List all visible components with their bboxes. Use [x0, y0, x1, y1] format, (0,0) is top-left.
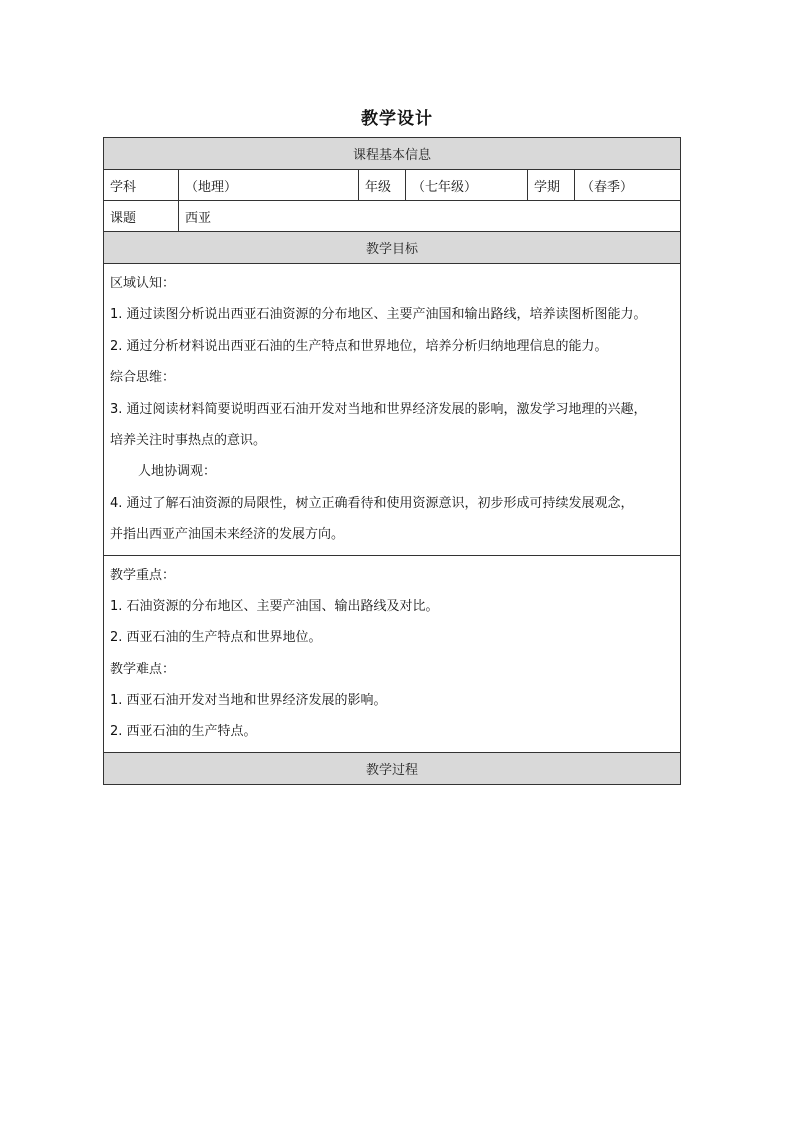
- key-point-line: 1. 石油资源的分布地区、主要产油国、输出路线及对比。: [110, 598, 439, 614]
- objective-line: 2. 通过分析材料说出西亚石油的生产特点和世界地位，培养分析归纳地理信息的能力。: [110, 338, 608, 354]
- term-label: 学期: [528, 170, 575, 201]
- objective-line: 并指出西亚产油国未来经济的发展方向。: [110, 527, 345, 543]
- subject-label: 学科: [104, 170, 179, 201]
- topic-label: 课题: [104, 201, 179, 232]
- objective-line: 综合思维：: [110, 370, 176, 386]
- key-point-line: 教学重点：: [110, 567, 176, 583]
- key-point-line: 教学难点：: [110, 661, 176, 677]
- term-value: （春季）: [575, 170, 681, 201]
- objective-line: 人地协调观：: [138, 464, 217, 480]
- key-point-line: 2. 西亚石油的生产特点。: [110, 724, 257, 740]
- grade-value: （七年级）: [406, 170, 528, 201]
- key-points-cell: [104, 555, 681, 752]
- objectives-cell: [104, 264, 681, 556]
- process-header: 教学过程: [104, 752, 681, 784]
- course-info-header: 课程基本信息: [104, 138, 681, 170]
- objective-line: 1. 通过读图分析说出西亚石油资源的分布地区、主要产油国和输出路线，培养读图析图能力。: [110, 307, 647, 323]
- objectives-header: 教学目标: [104, 232, 681, 264]
- objective-line: 培养关注时事热点的意识。: [110, 432, 267, 448]
- objective-line: 3. 通过阅读材料简要说明西亚石油开发对当地和世界经济发展的影响，激发学习地理的兴趣，: [110, 401, 647, 417]
- subject-value: （地理）: [179, 170, 359, 201]
- objective-line: 区域认知：: [110, 276, 176, 291]
- grade-label: 年级: [359, 170, 406, 201]
- lesson-plan-table: [103, 137, 681, 785]
- page-title: 教学设计: [361, 109, 433, 129]
- key-point-line: 1. 西亚石油开发对当地和世界经济发展的影响。: [110, 693, 387, 709]
- objective-line: 4. 通过了解石油资源的局限性，树立正确看待和使用资源意识，初步形成可持续发展观念，: [110, 495, 634, 511]
- topic-value: 西亚: [179, 201, 681, 232]
- key-point-line: 2. 西亚石油的生产特点和世界地位。: [110, 630, 322, 646]
